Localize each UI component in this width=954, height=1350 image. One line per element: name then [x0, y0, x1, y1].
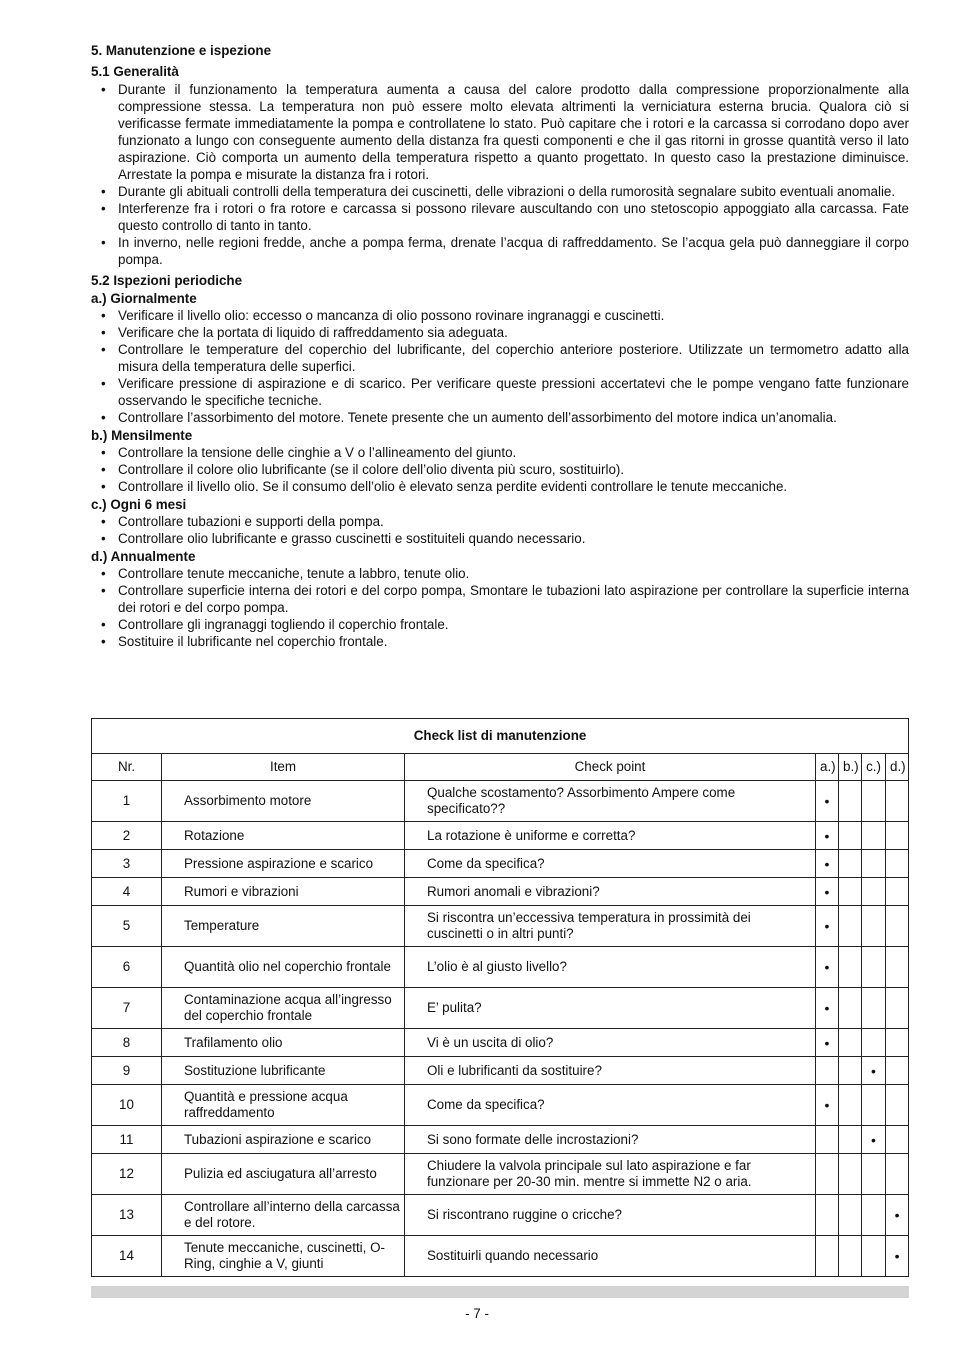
- row-item: Tenute meccaniche, cuscinetti, O-Ring, cinghie a V, giunti: [162, 1236, 405, 1277]
- row-mark-d: [886, 947, 909, 988]
- row-item: Pressione aspirazione e scarico: [162, 850, 405, 878]
- row-mark-c: [862, 1236, 886, 1277]
- checklist-table: [91, 718, 909, 1277]
- row-mark-d: [886, 1029, 909, 1057]
- row-item: Rumori e vibrazioni: [162, 878, 405, 906]
- row-number: 3: [92, 850, 162, 878]
- general-title: 5.1 Generalità: [91, 64, 179, 79]
- table-row: [92, 1236, 909, 1277]
- footer-bar: [91, 1286, 909, 1298]
- row-item: Quantità e pressione acqua raffreddamento: [162, 1085, 405, 1126]
- row-number: 13: [92, 1195, 162, 1236]
- header-nr: Nr.: [92, 754, 162, 781]
- checklist-title: Check list di manutenzione: [92, 719, 909, 754]
- row-mark-c: [862, 988, 886, 1029]
- row-item: Tubazioni aspirazione e scarico: [162, 1126, 405, 1154]
- row-mark-c: [862, 822, 886, 850]
- table-row: [92, 988, 909, 1029]
- row-mark-c: [862, 906, 886, 947]
- row-mark-b: [839, 781, 862, 822]
- row-check-point: Qualche scostamento? Assorbimento Ampere come specificato??: [405, 781, 816, 822]
- header-d: d.): [886, 754, 909, 781]
- row-mark-d: •: [886, 1195, 909, 1236]
- checklist-body: [92, 781, 909, 1277]
- row-number: 10: [92, 1085, 162, 1126]
- six-months-title: c.) Ogni 6 mesi: [91, 497, 187, 512]
- row-mark-b: [839, 1029, 862, 1057]
- row-mark-a: •: [816, 988, 839, 1029]
- row-mark-b: [839, 988, 862, 1029]
- list-item: • Controllare il livello olio. Se il consumo dell’olio è elevato senza perdite evidenti controllare le tenute meccaniche.: [91, 478, 909, 495]
- row-item: Trafilamento olio: [162, 1029, 405, 1057]
- row-mark-c: [862, 781, 886, 822]
- row-number: 8: [92, 1029, 162, 1057]
- row-item: Controllare all’interno della carcassa e del rotore.: [162, 1195, 405, 1236]
- row-number: 4: [92, 878, 162, 906]
- row-mark-d: •: [886, 1236, 909, 1277]
- row-mark-c: •: [862, 1057, 886, 1085]
- list-item: • In inverno, nelle regioni fredde, anche a pompa ferma, drenate l’acqua di raffreddamento. Se l’acqua gela può danneggiare il corpo pompa.: [91, 234, 909, 268]
- row-check-point: E’ pulita?: [405, 988, 816, 1029]
- table-row: [92, 1195, 909, 1236]
- general-list: [91, 81, 909, 268]
- table-header-row: [92, 754, 909, 781]
- row-item: Quantità olio nel coperchio frontale: [162, 947, 405, 988]
- row-mark-b: [839, 878, 862, 906]
- row-mark-a: •: [816, 850, 839, 878]
- row-item: Assorbimento motore: [162, 781, 405, 822]
- row-check-point: Si riscontra un’eccessiva temperatura in prossimità dei cuscinetti o in altri punti?: [405, 906, 816, 947]
- row-item: Pulizia ed asciugatura all’arresto: [162, 1154, 405, 1195]
- row-mark-a: •: [816, 822, 839, 850]
- row-mark-b: [839, 1057, 862, 1085]
- table-row: [92, 1085, 909, 1126]
- checklist-table-wrapper: [91, 718, 908, 1277]
- row-check-point: Chiudere la valvola principale sul lato aspirazione e far funzionare per 20-30 min. mentre si immette N2 o aria.: [405, 1154, 816, 1195]
- row-number: 7: [92, 988, 162, 1029]
- list-item: • Controllare il colore olio lubrificante (se il colore dell’olio diventa più scuro, sostituirlo).: [91, 461, 909, 478]
- row-mark-c: [862, 850, 886, 878]
- row-check-point: Sostituirli quando necessario: [405, 1236, 816, 1277]
- row-mark-c: [862, 878, 886, 906]
- row-mark-c: •: [862, 1126, 886, 1154]
- table-row: [92, 850, 909, 878]
- row-mark-d: [886, 1126, 909, 1154]
- row-mark-d: [886, 1057, 909, 1085]
- row-item: Temperature: [162, 906, 405, 947]
- list-item: • Controllare tenute meccaniche, tenute a labbro, tenute olio.: [91, 565, 909, 582]
- list-item: • Interferenze fra i rotori o fra rotore e carcassa si possono rilevare auscultando con uno stetoscopio appoggiato alla carcassa. Fate questo controllo di tanto in tanto.: [91, 200, 909, 234]
- row-mark-d: [886, 1085, 909, 1126]
- list-item: • Controllare olio lubrificante e grasso cuscinetti e sostituiteli quando necessario.: [91, 530, 909, 547]
- row-number: 12: [92, 1154, 162, 1195]
- row-mark-c: [862, 947, 886, 988]
- header-a: a.): [816, 754, 839, 781]
- row-number: 1: [92, 781, 162, 822]
- monthly-title: b.) Mensilmente: [91, 428, 193, 443]
- yearly-title: d.) Annualmente: [91, 549, 196, 564]
- table-row: [92, 1126, 909, 1154]
- row-mark-a: [816, 1126, 839, 1154]
- maintenance-section: [91, 42, 909, 650]
- header-check-point: Check point: [405, 754, 816, 781]
- table-row: [92, 781, 909, 822]
- row-number: 2: [92, 822, 162, 850]
- list-item: • Controllare tubazioni e supporti della pompa.: [91, 513, 909, 530]
- list-item: • Verificare il livello olio: eccesso o mancanza di olio possono rovinare ingranaggi e cuscinetti.: [91, 307, 909, 324]
- row-mark-b: [839, 906, 862, 947]
- row-mark-b: [839, 1085, 862, 1126]
- list-item: • Controllare superficie interna dei rotori e del corpo pompa, Smontare le tubazioni lato aspirazione per controllare la superficie interna dei rotori e del corpo pompa.: [91, 582, 909, 616]
- daily-title: a.) Giornalmente: [91, 291, 197, 306]
- table-row: [92, 1057, 909, 1085]
- row-number: 14: [92, 1236, 162, 1277]
- header-item: Item: [162, 754, 405, 781]
- list-item: • Verificare pressione di aspirazione e di scarico. Per verificare queste pressioni accertatevi che le pompe vengano fatte funzionare osservando le specifiche tecniche.: [91, 375, 909, 409]
- row-mark-a: [816, 1195, 839, 1236]
- row-number: 11: [92, 1126, 162, 1154]
- row-number: 6: [92, 947, 162, 988]
- row-mark-d: [886, 822, 909, 850]
- row-mark-d: [886, 906, 909, 947]
- row-mark-a: •: [816, 906, 839, 947]
- row-mark-c: [862, 1085, 886, 1126]
- row-mark-a: •: [816, 1085, 839, 1126]
- row-mark-b: [839, 1195, 862, 1236]
- row-mark-b: [839, 1126, 862, 1154]
- table-row: [92, 906, 909, 947]
- table-row: [92, 1029, 909, 1057]
- header-b: b.): [839, 754, 862, 781]
- list-item: • Verificare che la portata di liquido di raffreddamento sia adeguata.: [91, 324, 909, 341]
- monthly-list: [91, 444, 909, 495]
- list-item: • Sostituire il lubrificante nel coperchio frontale.: [91, 633, 909, 650]
- row-item: Contaminazione acqua all’ingresso del coperchio frontale: [162, 988, 405, 1029]
- row-mark-c: [862, 1029, 886, 1057]
- section-title: 5. Manutenzione e ispezione: [91, 43, 272, 58]
- row-check-point: Vi è un uscita di olio?: [405, 1029, 816, 1057]
- row-mark-a: •: [816, 1029, 839, 1057]
- row-mark-d: [886, 850, 909, 878]
- table-row: [92, 878, 909, 906]
- header-c: c.): [862, 754, 886, 781]
- row-check-point: Si riscontrano ruggine o cricche?: [405, 1195, 816, 1236]
- row-mark-b: [839, 822, 862, 850]
- table-row: [92, 822, 909, 850]
- row-mark-b: [839, 850, 862, 878]
- page-number: - 7 -: [465, 1306, 489, 1321]
- row-mark-a: [816, 1154, 839, 1195]
- table-row: [92, 947, 909, 988]
- row-mark-a: •: [816, 878, 839, 906]
- row-mark-a: [816, 1236, 839, 1277]
- row-mark-b: [839, 1154, 862, 1195]
- list-item: • Controllare le temperature del coperchio del lubrificante, del coperchio anteriore posteriore. Utilizzate un termometro adatto alla misura della temperatura delle superfici.: [91, 341, 909, 375]
- row-mark-a: [816, 1057, 839, 1085]
- daily-list: [91, 307, 909, 426]
- row-check-point: La rotazione è uniforme e corretta?: [405, 822, 816, 850]
- row-check-point: Come da specifica?: [405, 850, 816, 878]
- list-item: • Durante il funzionamento la temperatura aumenta a causa del calore prodotto dalla compressione proporzionalmente alla compressione stessa. La temperatura non può essere molto elevata altrimenti la verniciatura esterna brucia. Qualora ciò si verificasse fermate immediatamente la pompa e controllatene lo stato. Può capitare che i rotori e la carcassa si corrodano dopo aver funzionato a lungo con conseguente aumento della distanza fra questi componenti e che il gas ritorni in grosse quantità verso il lato aspirazione. Ciò comporta un aumento della temperatura rispetto a quanto progettato. In questo caso la prestazione diminuisce. Arrestate la pompa e misurate la distanza fra i rotori.: [91, 81, 909, 183]
- row-mark-c: [862, 1195, 886, 1236]
- row-number: 5: [92, 906, 162, 947]
- row-check-point: Si sono formate delle incrostazioni?: [405, 1126, 816, 1154]
- row-mark-d: [886, 781, 909, 822]
- periodic-title: 5.2 Ispezioni periodiche: [91, 273, 243, 288]
- row-number: 9: [92, 1057, 162, 1085]
- row-mark-d: [886, 1154, 909, 1195]
- row-item: Rotazione: [162, 822, 405, 850]
- row-mark-a: •: [816, 947, 839, 988]
- row-check-point: Oli e lubrificanti da sostituire?: [405, 1057, 816, 1085]
- row-mark-b: [839, 947, 862, 988]
- row-mark-d: [886, 988, 909, 1029]
- table-row: [92, 1154, 909, 1195]
- list-item: • Controllare gli ingranaggi togliendo il coperchio frontale.: [91, 616, 909, 633]
- six-months-list: [91, 513, 909, 547]
- row-item: Sostituzione lubrificante: [162, 1057, 405, 1085]
- list-item: • Controllare l’assorbimento del motore. Tenete presente che un aumento dell’assorbimento del motore indica un’anomalia.: [91, 409, 909, 426]
- row-check-point: Rumori anomali e vibrazioni?: [405, 878, 816, 906]
- list-item: • Controllare la tensione delle cinghie a V o l’allineamento del giunto.: [91, 444, 909, 461]
- yearly-list: [91, 565, 909, 650]
- list-item: • Durante gli abituali controlli della temperatura dei cuscinetti, delle vibrazioni o della rumorosità segnalare subito eventuali anomalie.: [91, 183, 909, 200]
- row-mark-b: [839, 1236, 862, 1277]
- row-check-point: Come da specifica?: [405, 1085, 816, 1126]
- row-mark-a: •: [816, 781, 839, 822]
- row-mark-c: [862, 1154, 886, 1195]
- row-check-point: L’olio è al giusto livello?: [405, 947, 816, 988]
- row-mark-d: [886, 878, 909, 906]
